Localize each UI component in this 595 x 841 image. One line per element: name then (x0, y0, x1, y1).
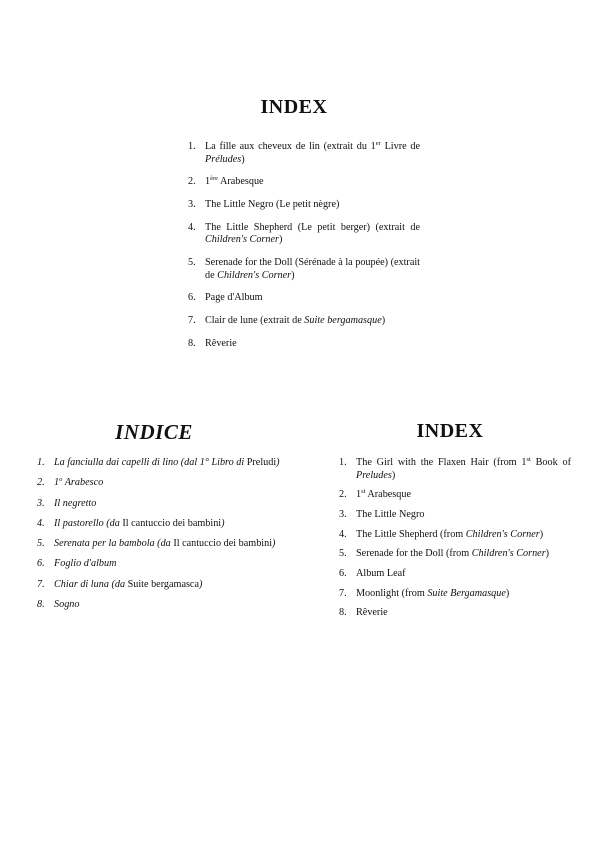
entry-text: La fille aux cheveux de lin (extrait du 1 (205, 141, 376, 152)
index-entry (37, 518, 281, 531)
index-entry (188, 141, 420, 166)
entry-text: Il negretto (54, 497, 97, 509)
entry-number: 3. (188, 199, 196, 211)
entry-text: The Little Negro (356, 508, 425, 520)
entry-number: 8. (37, 599, 45, 611)
entry-number: 7. (188, 315, 196, 327)
index-entry (37, 538, 281, 551)
entry-title (54, 538, 281, 551)
index-entry (339, 509, 571, 522)
english-index-section (339, 420, 571, 627)
entry-italic-text: Suite Bergamasque (427, 587, 506, 599)
index-entry (188, 199, 420, 212)
entry-number: 1. (188, 141, 196, 152)
entry-text: The Little Shepherd (from (356, 528, 466, 540)
english-index-heading: INDEX (416, 420, 484, 442)
entry-superscript: st (526, 456, 531, 463)
entry-title (205, 315, 420, 328)
entry-title (356, 529, 571, 542)
entry-number: 1. (37, 457, 45, 468)
entry-text: Arabesque (365, 489, 411, 501)
index-entry (37, 579, 281, 592)
entry-number: 6. (339, 567, 347, 579)
entry-title (54, 558, 281, 571)
index-entry (339, 457, 571, 482)
entry-superscript: st (361, 488, 366, 496)
entry-text: ) (272, 538, 276, 550)
entry-text: Il pastorello (da (54, 517, 123, 529)
entry-text: ) (391, 469, 396, 481)
entry-text: ) (198, 578, 203, 590)
italian-index-list (37, 457, 281, 612)
entry-title (205, 338, 420, 351)
entry-text: 1 (205, 176, 211, 188)
entry-text: Album Leaf (356, 567, 406, 579)
index-entry (188, 222, 420, 247)
index-entry (37, 477, 281, 490)
entry-italic-text: Children's Corner (465, 528, 540, 540)
entry-number: 4. (188, 221, 196, 233)
entry-title (205, 257, 420, 282)
entry-title (54, 498, 281, 511)
entry-number: 7. (339, 587, 347, 599)
entry-text: ) (291, 269, 295, 281)
entry-title (205, 176, 420, 189)
entry-italic-text: Children's Corner (217, 269, 292, 281)
entry-text: ) (278, 234, 283, 246)
entry-italic-text: Children's Corner (471, 548, 546, 560)
entry-text: ) (241, 153, 245, 165)
french-index-heading: INDEX (260, 96, 328, 118)
entry-number: 5. (37, 538, 45, 550)
entry-title (356, 509, 571, 522)
entry-title (356, 588, 571, 601)
entry-roman-text: Il cantuccio dei bambini (173, 538, 273, 550)
entry-text: Arabesco (62, 477, 104, 489)
entry-text: ) (221, 517, 225, 529)
entry-title (356, 457, 571, 482)
entry-title (54, 599, 281, 612)
entry-text: Serenata per la bambola (da (54, 538, 174, 550)
entry-text: Moonlight (from (356, 587, 428, 599)
index-entry (188, 315, 420, 328)
index-entry (339, 588, 571, 601)
entry-text: Rêverie (205, 338, 237, 350)
entry-title (54, 579, 281, 592)
entry-italic-text: Préludes (205, 153, 242, 165)
entry-number: 1. (339, 457, 347, 468)
entry-number: 5. (339, 548, 347, 560)
entry-text: The Girl with the Flaxen Hair (from 1 (356, 457, 527, 468)
index-entry (339, 489, 571, 502)
entry-text: Chiar di luna (da (54, 578, 128, 590)
entry-roman-text: Il cantuccio dei bambini (122, 517, 222, 529)
entry-italic-text: Preludes (356, 469, 392, 481)
italian-index-section (37, 420, 281, 619)
entry-text: 1 (54, 477, 60, 489)
entry-text: The Little Negro (Le petit nègre) (205, 199, 340, 211)
entry-number: 6. (37, 558, 45, 570)
entry-text: Page d'Album (205, 292, 263, 304)
entry-number: 4. (37, 517, 45, 529)
italian-index-heading: INDICE (115, 420, 193, 444)
index-entry (339, 529, 571, 542)
entry-title (356, 548, 571, 561)
index-entry (188, 257, 420, 282)
index-entry (188, 176, 420, 189)
entry-title (205, 292, 420, 305)
entry-number: 3. (37, 497, 45, 509)
entry-superscript: er (375, 140, 381, 147)
index-entry (339, 568, 571, 581)
entry-text: Serenade for the Doll (Sérénade à la poupée) (extrait de (205, 257, 420, 281)
entry-superscript: ère (210, 175, 219, 183)
entry-number: 8. (339, 607, 347, 619)
french-index-section (188, 96, 420, 361)
entry-text: Book of (530, 457, 571, 468)
index-entry (37, 498, 281, 511)
entry-text: ) (545, 548, 550, 560)
entry-superscript: o (59, 476, 63, 484)
entry-number: 4. (339, 528, 347, 540)
entry-title (356, 489, 571, 502)
entry-text: Arabesque (218, 176, 264, 188)
entry-text: Livre de (380, 141, 420, 152)
entry-text: 1 (356, 489, 362, 501)
entry-text: The Little Shepherd (Le petit berger) (extrait de (205, 221, 420, 233)
index-entry (37, 558, 281, 571)
index-entry (339, 548, 571, 561)
entry-title (54, 477, 281, 490)
french-index-list (188, 141, 420, 351)
index-entry (339, 607, 571, 620)
index-entry (188, 338, 420, 351)
entry-title (356, 568, 571, 581)
entry-number: 2. (188, 176, 196, 188)
index-entry (37, 457, 281, 470)
entry-text: ) (381, 315, 386, 327)
entry-text: Sogno (54, 599, 80, 611)
entry-text: Foglio d'album (54, 558, 117, 570)
entry-number: 5. (188, 257, 196, 269)
entry-text: ) (276, 457, 280, 468)
entry-roman-text: Suite bergamasca (127, 578, 199, 590)
entry-title (356, 607, 571, 620)
entry-text: Rêverie (356, 607, 388, 619)
entry-title (205, 199, 420, 212)
entry-number: 7. (37, 578, 45, 590)
entry-text: Serenade for the Doll (from (356, 548, 472, 560)
entry-text: ) (505, 587, 510, 599)
entry-number: 8. (188, 338, 196, 350)
entry-number: 6. (188, 292, 196, 304)
entry-number: 3. (339, 508, 347, 520)
entry-italic-text: Suite bergamasque (304, 315, 382, 327)
entry-text: Clair de lune (extrait de (205, 315, 305, 327)
entry-title (54, 518, 281, 531)
entry-text: La fanciulla dai capelli di lino (dal 1° Libro di (54, 457, 247, 468)
index-entry (37, 599, 281, 612)
english-index-list (339, 457, 571, 620)
entry-italic-text: Children's Corner (205, 234, 279, 246)
index-entry (188, 292, 420, 305)
entry-text: ) (539, 528, 544, 540)
entry-title (205, 222, 420, 247)
entry-number: 2. (339, 489, 347, 501)
entry-roman-text: Preludi (246, 457, 277, 468)
entry-title (205, 141, 420, 166)
entry-number: 2. (37, 477, 45, 489)
entry-title (54, 457, 281, 470)
